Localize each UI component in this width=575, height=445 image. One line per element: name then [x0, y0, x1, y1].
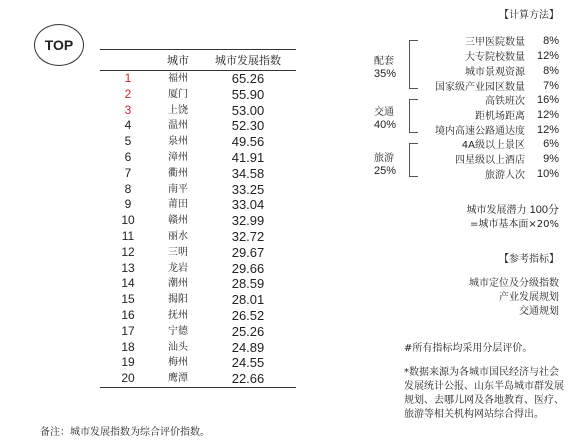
value-cell: 26.52 [231, 307, 265, 323]
table-row [100, 118, 296, 134]
value-cell: 52.30 [231, 118, 265, 134]
bracket-lvyou [409, 143, 418, 177]
bracket-peitao [409, 40, 418, 89]
method-item [485, 93, 559, 106]
city-cell: 抚州 [168, 309, 188, 321]
category-lvyou [374, 152, 396, 178]
category-name: 旅游 [374, 153, 394, 164]
item-label: 距机场距离 [475, 111, 525, 122]
item-pct: 7% [543, 79, 559, 92]
item-pct: 10% [536, 167, 559, 180]
formula [466, 203, 559, 232]
value-cell: 28.01 [231, 292, 265, 308]
method-item [465, 49, 559, 62]
method-item [465, 64, 559, 77]
method-item [462, 137, 559, 150]
value-cell: 24.55 [231, 355, 265, 371]
reference-item: 城市定位及分级指数 [469, 278, 559, 289]
item-label: 国家级产业园区数量 [435, 82, 525, 93]
value-cell: 29.66 [231, 260, 265, 276]
table-row [100, 340, 296, 356]
value-cell: 41.91 [231, 149, 265, 165]
city-cell: 厦门 [168, 88, 188, 100]
value-cell: 22.66 [200, 371, 296, 387]
item-pct: 12% [536, 49, 559, 62]
method-item [475, 108, 559, 121]
rank-cell: 18 [121, 339, 135, 354]
city-cell: 莆田 [168, 199, 188, 211]
city-cell: 潮州 [168, 278, 188, 290]
table-row [100, 213, 296, 229]
city-header: 城市 [156, 50, 200, 71]
city-cell: 龙岩 [168, 262, 188, 274]
method-item [485, 167, 559, 180]
ranking-table [100, 49, 296, 388]
rank-cell: 16 [121, 307, 135, 322]
item-label: 四星级以上酒店 [455, 155, 525, 166]
method-item [465, 34, 559, 47]
city-cell: 三明 [168, 246, 188, 258]
category-weight: 40% [374, 119, 397, 131]
item-label: 旅游人次 [485, 170, 525, 181]
city-cell: 汕头 [168, 341, 188, 353]
city-cell: 鹰潭 [156, 371, 200, 387]
rank-cell: 20 [100, 371, 156, 387]
method-item [435, 123, 559, 136]
item-pct: 9% [543, 152, 559, 165]
city-cell: 南平 [168, 183, 188, 195]
value-cell: 53.00 [231, 102, 265, 118]
city-cell: 上饶 [168, 104, 188, 116]
reference-title: 【参考指标】 [499, 254, 559, 265]
rank-cell: 4 [124, 118, 132, 133]
city-cell: 揭阳 [168, 294, 188, 306]
category-peitao [374, 55, 396, 81]
value-cell: 25.26 [231, 323, 265, 339]
category-name: 配套 [374, 56, 394, 67]
formula-line-1 [466, 203, 559, 218]
item-label: 高铁班次 [485, 96, 525, 107]
rank-cell: 14 [121, 276, 135, 291]
category-jiaotong [374, 106, 396, 132]
city-cell: 漳州 [168, 151, 188, 163]
city-cell: 温州 [168, 120, 188, 132]
formula-number: 100分 [529, 204, 559, 216]
city-cell: 泉州 [168, 136, 188, 148]
rank-cell: 13 [121, 260, 135, 275]
value-cell: 24.89 [231, 339, 265, 355]
value-cell: 55.90 [231, 86, 265, 102]
reference-item: 产业发展规划 [499, 292, 559, 303]
top-badge: TOP [34, 24, 84, 66]
value-cell: 33.04 [231, 197, 265, 213]
item-label: 城市景观资源 [465, 67, 525, 78]
item-pct: 6% [543, 137, 559, 150]
table-row [100, 87, 296, 103]
value-cell: 65.26 [231, 71, 265, 86]
table-row [100, 245, 296, 261]
item-label: 境内高速公路通达度 [435, 126, 525, 137]
table-row [100, 71, 296, 87]
rank-cell: 1 [124, 71, 132, 85]
value-cell: 28.59 [231, 276, 265, 292]
table-row [100, 182, 296, 198]
table-row [100, 261, 296, 277]
method-title: 【计算方法】 [499, 10, 559, 21]
value-cell: 29.67 [231, 244, 265, 260]
rank-cell: 8 [124, 181, 132, 196]
table-row [100, 308, 296, 324]
table-row [100, 103, 296, 119]
category-name: 交通 [374, 107, 394, 118]
table-row [100, 276, 296, 292]
table-row [100, 150, 296, 166]
rank-cell: 10 [121, 213, 135, 228]
table-row [100, 197, 296, 213]
rank-cell: 2 [124, 86, 132, 101]
city-cell: 赣州 [168, 215, 188, 227]
value-cell: 32.99 [231, 213, 265, 229]
formula-text: 城市发展潜力 [466, 205, 527, 216]
city-cell: 梅州 [168, 357, 188, 369]
rank-cell: 6 [124, 149, 132, 164]
city-cell: 福州 [168, 73, 188, 84]
rank-cell: 9 [124, 197, 132, 212]
method-item [455, 152, 559, 165]
footnote-source: *数据来源为各城市国民经济与社会发展统计公报、山东半岛城市群发展规划、去哪儿网及各地教育、医疗、旅游等相关机构网站综合得出。 [404, 367, 564, 420]
value-cell: 49.56 [231, 134, 265, 150]
table-row [100, 229, 296, 245]
index-header: 城市发展指数 [200, 50, 296, 71]
item-pct: 16% [536, 93, 559, 106]
reference-item: 交通规划 [519, 306, 559, 317]
table-row [100, 355, 296, 371]
table-note: 备注：城市发展指数为综合评价指数。 [40, 427, 210, 438]
table-row [100, 324, 296, 340]
method-item [435, 79, 559, 92]
category-weight: 25% [374, 165, 397, 177]
city-cell: 丽水 [168, 230, 188, 242]
item-pct: 8% [543, 64, 559, 77]
reference-list [469, 277, 559, 319]
rank-cell: 17 [121, 323, 135, 338]
bracket-jiaotong [409, 99, 418, 133]
value-cell: 33.25 [231, 181, 265, 197]
item-pct: 8% [543, 34, 559, 47]
value-cell: 32.72 [231, 228, 265, 244]
rank-cell: 11 [121, 228, 135, 243]
rank-cell: 5 [124, 134, 132, 149]
rank-cell: 7 [124, 165, 132, 180]
rank-cell: 3 [124, 102, 132, 117]
table-header-row [100, 50, 296, 71]
table-row [100, 292, 296, 308]
table-row [100, 371, 296, 387]
item-pct: 12% [536, 108, 559, 121]
rank-cell: 12 [121, 244, 135, 259]
rank-header [100, 50, 156, 71]
table-row [100, 166, 296, 182]
category-weight: 35% [374, 68, 397, 80]
rank-cell: 19 [121, 355, 135, 370]
footnote-layered: #所有指标均采用分层评价。 [404, 343, 533, 354]
item-label: 三甲医院数量 [465, 37, 525, 48]
item-pct: 12% [536, 123, 559, 136]
rank-cell: 15 [121, 292, 135, 307]
item-label: 大专院校数量 [465, 52, 525, 63]
formula-line-2: =城市基本面×20% [470, 219, 559, 230]
item-label: 4A级以上景区 [461, 140, 525, 151]
city-cell: 宁德 [168, 325, 188, 337]
table-row [100, 134, 296, 150]
city-cell: 衢州 [168, 167, 188, 179]
value-cell: 34.58 [231, 165, 265, 181]
